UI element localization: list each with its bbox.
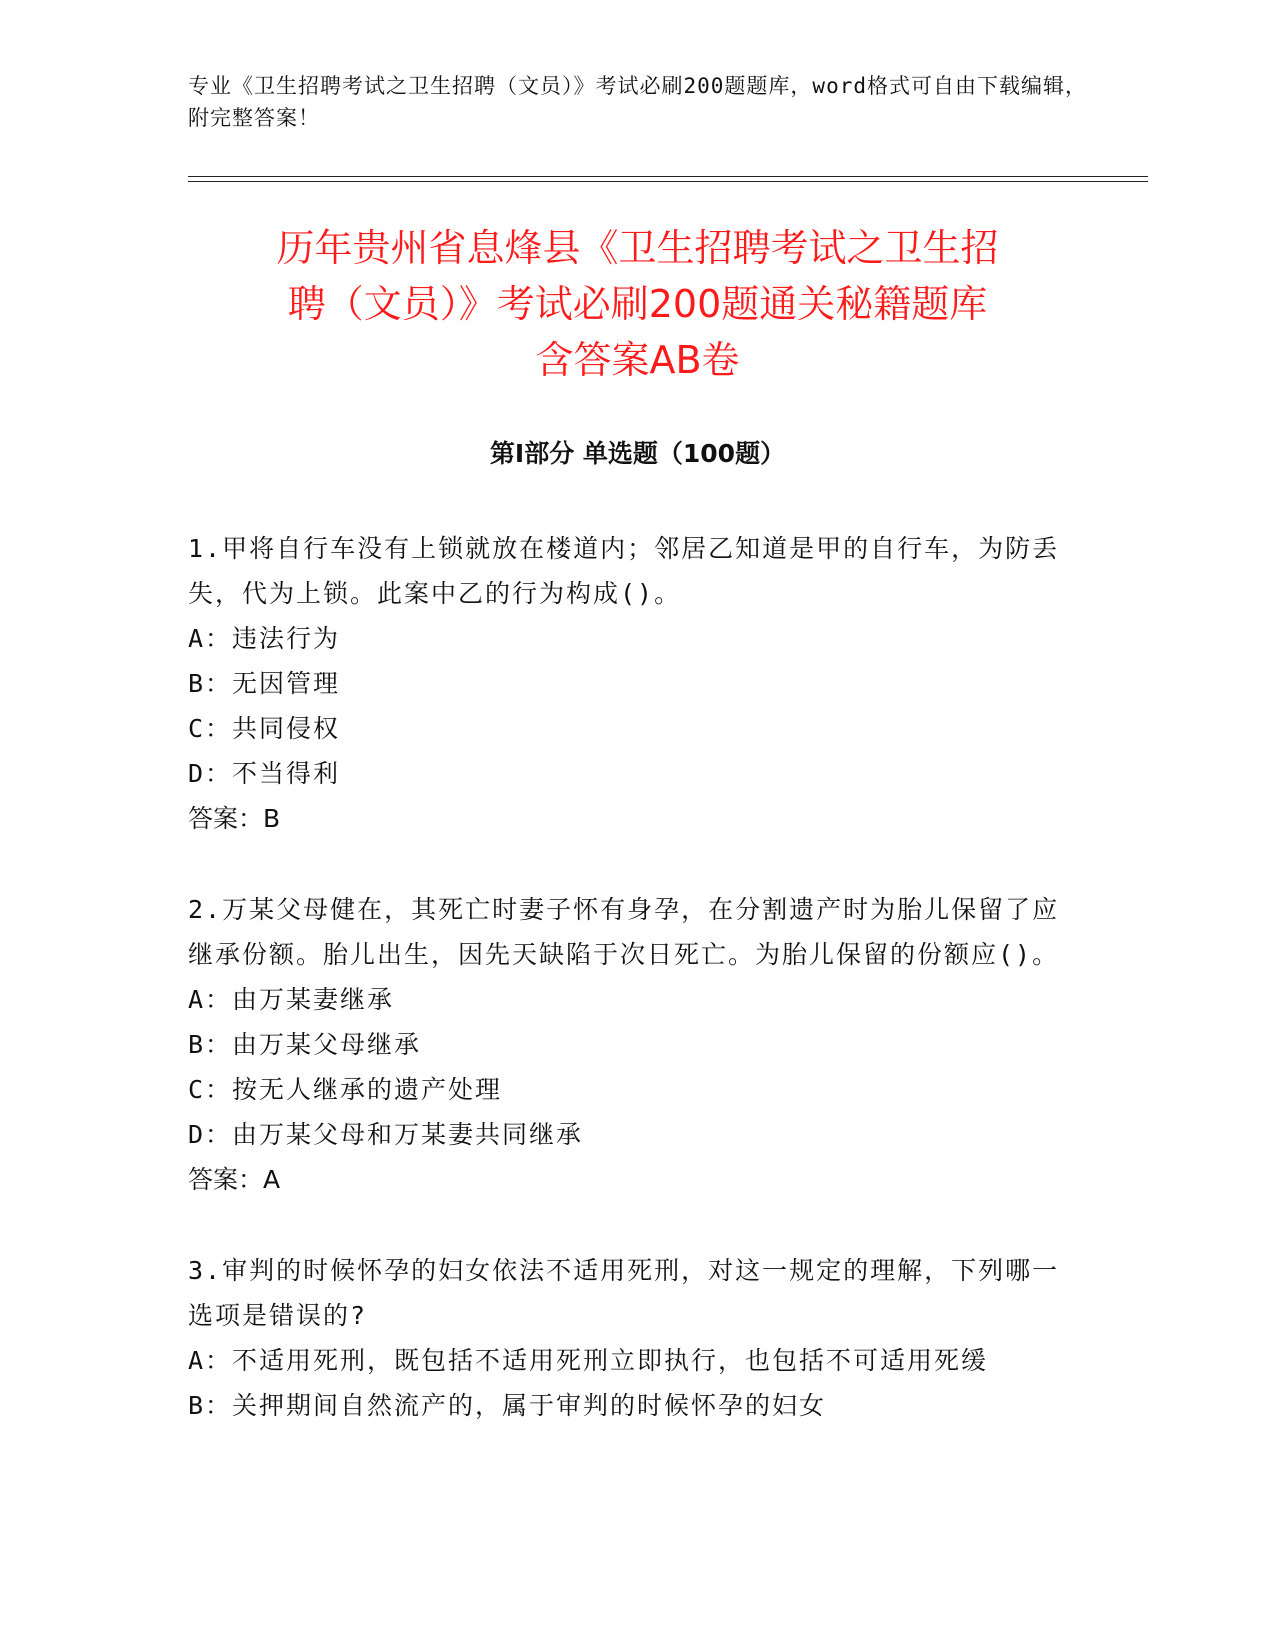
option-a: A：违法行为 [188, 624, 341, 653]
option-c: C：按无人继承的遗产处理 [188, 1075, 503, 1104]
option-b: B：由万某父母继承 [188, 1030, 422, 1059]
header-note: 专业《卫生招聘考试之卫生招聘（文员）》考试必刷200题题库，word格式可自由下载编辑，附完整答案！ [188, 74, 1087, 130]
question-3 [188, 1248, 1068, 1428]
question-text: 2.万某父母健在，其死亡时妻子怀有身孕，在分割遗产时为胎儿保留了应继承份额。胎儿出生，因先天缺陷于次日死亡。为胎儿保留的份额应()。 [188, 895, 1060, 969]
option-d: D：由万某父母和万某妻共同继承 [188, 1120, 584, 1149]
title-line-3: 含答案AB卷 [535, 338, 740, 382]
question-text: 3.审判的时候怀孕的妇女依法不适用死刑，对这一规定的理解，下列哪一选项是错误的? [188, 1256, 1060, 1330]
option-b: B：关押期间自然流产的，属于审判的时候怀孕的妇女 [188, 1391, 827, 1420]
option-c: C：共同侵权 [188, 714, 341, 743]
title-line-2: 聘（文员）》考试必刷200题通关秘籍题库 [287, 282, 988, 326]
question-text: 1.甲将自行车没有上锁就放在楼道内；邻居乙知道是甲的自行车，为防丢失，代为上锁。此案中乙的行为构成()。 [188, 534, 1060, 608]
section-title: 第Ⅰ部分 单选题（100题） [489, 439, 786, 468]
title-line-1: 历年贵州省息烽县《卫生招聘考试之卫生招 [276, 226, 999, 270]
answer: 答案：B [188, 804, 281, 833]
header-rule-top [188, 176, 1148, 177]
header-rule-bottom [188, 181, 1148, 182]
answer: 答案：A [188, 1165, 281, 1194]
option-a: A：不适用死刑，既包括不适用死刑立即执行，也包括不可适用死缓 [188, 1346, 989, 1375]
option-b: B：无因管理 [188, 669, 341, 698]
question-2 [188, 887, 1068, 1202]
question-list [188, 526, 1068, 1474]
option-d: D：不当得利 [188, 759, 341, 788]
document-title [150, 220, 1125, 388]
question-1 [188, 526, 1068, 841]
option-a: A：由万某妻继承 [188, 985, 395, 1014]
